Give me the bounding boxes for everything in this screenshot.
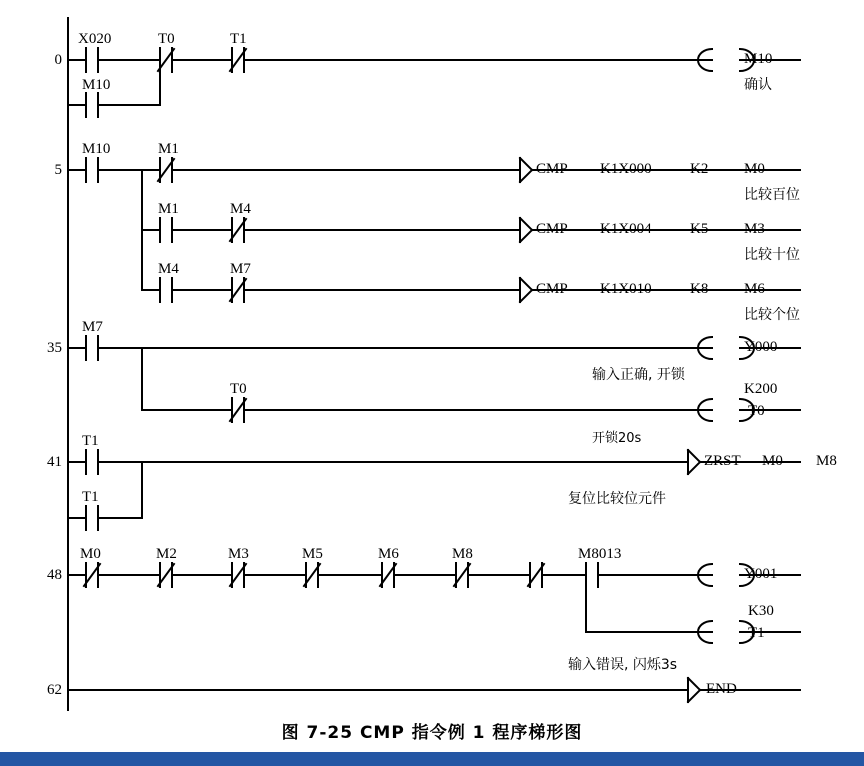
contact-label-m10-r5: M10: [82, 141, 111, 157]
rung-number-41: 41: [47, 454, 62, 470]
note-input-error-flash: 输入错误, 闪烁3s: [568, 657, 678, 673]
contact-label-m5-r48: M5: [302, 546, 323, 562]
rung-number-48: 48: [47, 567, 62, 583]
note-queren: 确认: [744, 77, 772, 93]
coil-label-t1: T1: [748, 625, 765, 641]
contact-label-m2-r48: M2: [156, 546, 177, 562]
note-compare-tens: 比较十位: [744, 247, 800, 263]
contact-label-m0-r48: M0: [80, 546, 101, 562]
coil-label-y000: Y000: [744, 339, 778, 355]
note-reset-compare-bits: 复位比较位元件: [568, 491, 666, 507]
timer-preset-k30: K30: [748, 603, 774, 619]
instruction-s1-cmp-3: K1X010: [600, 281, 652, 297]
contact-label-t1-r41b: T1: [82, 489, 99, 505]
contact-label-t0-r0: T0: [158, 31, 175, 47]
instruction-s1-cmp-1: K1X000: [600, 161, 652, 177]
contact-label-m8-r48: M8: [452, 546, 473, 562]
rung-number-35: 35: [47, 340, 62, 356]
note-input-correct-unlock: 输入正确, 开锁: [592, 367, 685, 383]
note-compare-ones: 比较个位: [744, 307, 800, 323]
instruction-d-cmp-3: M6: [744, 281, 765, 297]
coil-label-t0: T0: [748, 403, 765, 419]
contact-label-m7-r5c: M7: [230, 261, 251, 277]
contact-label-t1-r0: T1: [230, 31, 247, 47]
contact-label-t1-r41: T1: [82, 433, 99, 449]
instruction-op-cmp-1: CMP: [536, 161, 568, 177]
instruction-s2-zrst: M8: [816, 453, 837, 469]
contact-label-m6-r48: M6: [378, 546, 399, 562]
coil-label-m10: M10: [744, 51, 773, 67]
contact-label-m7-r35: M7: [82, 319, 103, 335]
contact-label-m4-r5c: M4: [158, 261, 179, 277]
contact-label-m10-branch: M10: [82, 77, 111, 93]
instruction-s2-cmp-2: K5: [690, 221, 709, 237]
figure-caption: 图 7-25 CMP 指令例 1 程序梯形图: [281, 723, 583, 743]
instruction-s1-zrst: M0: [762, 453, 783, 469]
instruction-op-cmp-2: CMP: [536, 221, 568, 237]
contact-label-m3-r48: M3: [228, 546, 249, 562]
rung-number-5: 5: [54, 162, 62, 178]
instruction-d-cmp-1: M0: [744, 161, 765, 177]
note-compare-hundreds: 比较百位: [744, 187, 800, 203]
note-unlock-20s: 开锁20s: [592, 431, 642, 446]
coil-label-y001: Y001: [744, 566, 778, 582]
rung-number-62: 62: [47, 682, 62, 698]
contact-label-m1-r5: M1: [158, 141, 179, 157]
rung-number-0: 0: [54, 52, 62, 68]
contact-label-m4-r5b: M4: [230, 201, 251, 217]
contact-label-x020: X020: [78, 31, 112, 47]
timer-preset-k200: K200: [744, 381, 778, 397]
instruction-s1-cmp-2: K1X004: [600, 221, 652, 237]
instruction-op-cmp-3: CMP: [536, 281, 568, 297]
contact-label-m1-r5b: M1: [158, 201, 179, 217]
bottom-accent-bar: [0, 752, 864, 766]
contact-label-m8013: M8013: [578, 546, 622, 562]
instruction-d-cmp-2: M3: [744, 221, 765, 237]
instruction-s2-cmp-3: K8: [690, 281, 709, 297]
instruction-op-end: END: [706, 681, 737, 697]
instruction-op-zrst: ZRST: [704, 453, 741, 469]
contact-label-t0-r35: T0: [230, 381, 247, 397]
instruction-s2-cmp-1: K2: [690, 161, 709, 177]
